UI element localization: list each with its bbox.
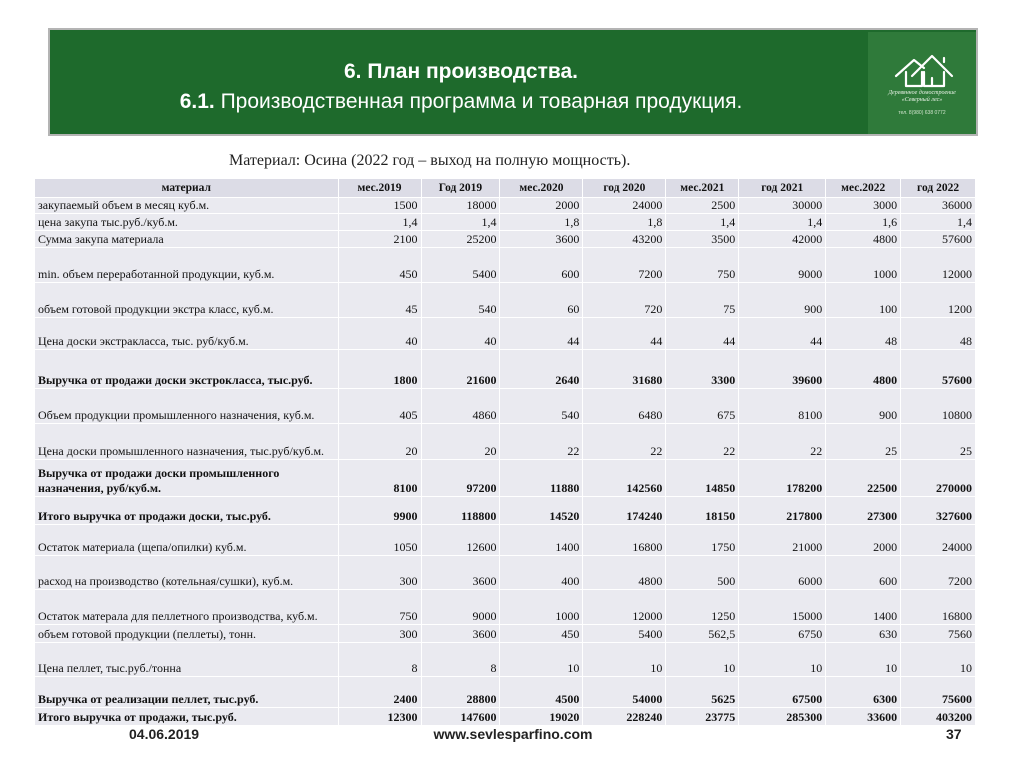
table-cell: 403200 (901, 707, 976, 725)
table-cell: 720 (583, 283, 666, 318)
table-cell: 7200 (583, 248, 666, 283)
row-label: объем готовой продукции экстра класс, куб.м. (35, 283, 339, 318)
table-cell: 1,6 (826, 214, 901, 231)
table-row (35, 496, 976, 524)
table-cell: 24000 (583, 198, 666, 214)
table-cell: 6300 (826, 676, 901, 707)
table-cell: 30000 (739, 198, 826, 214)
table-cell: 40 (338, 318, 421, 350)
table-cell: 600 (826, 555, 901, 589)
table-cell: 28800 (421, 676, 500, 707)
table-cell: 1400 (500, 524, 583, 555)
column-header: мес.2021 (666, 179, 739, 198)
table-cell: 450 (338, 248, 421, 283)
table-cell: 540 (421, 283, 500, 318)
table-cell: 14850 (666, 460, 739, 496)
table-row (35, 248, 976, 283)
table-cell: 2500 (666, 198, 739, 214)
table-cell: 39600 (739, 350, 826, 389)
table-cell: 10 (826, 642, 901, 676)
table-row (35, 231, 976, 248)
table-cell: 405 (338, 389, 421, 424)
row-label: закупаемый объем в месяц куб.м. (35, 198, 339, 214)
table-cell: 6480 (583, 389, 666, 424)
row-label: Цена доски экстракласса, тыс. руб/куб.м. (35, 318, 339, 350)
table-cell: 1050 (338, 524, 421, 555)
table-cell: 4800 (826, 350, 901, 389)
table-cell: 7200 (901, 555, 976, 589)
table-cell: 750 (338, 589, 421, 624)
table-cell: 44 (666, 318, 739, 350)
column-header: материал (35, 179, 339, 198)
table-cell: 217800 (739, 496, 826, 524)
column-header: мес.2020 (500, 179, 583, 198)
table-cell: 142560 (583, 460, 666, 496)
table-cell: 300 (338, 624, 421, 642)
slide-title: 6. План производства. (343, 60, 578, 83)
table-cell: 15000 (739, 589, 826, 624)
table-cell: 44 (500, 318, 583, 350)
table-cell: 300 (338, 555, 421, 589)
row-label: объем готовой продукции (пеллеты), тонн. (35, 624, 339, 642)
table-cell: 118800 (421, 496, 500, 524)
table-cell: 67500 (739, 676, 826, 707)
table-cell: 3000 (826, 198, 901, 214)
table-row (35, 555, 976, 589)
table-row (35, 624, 976, 642)
table-cell: 20 (421, 424, 500, 460)
table-cell: 18000 (421, 198, 500, 214)
header-row (35, 179, 976, 198)
row-label: Цена пеллет, тыс.руб./тонна (35, 642, 339, 676)
table-cell: 1750 (666, 524, 739, 555)
row-label: Итого выручка от продажи доски, тыс.руб. (35, 496, 339, 524)
table-cell: 10 (500, 642, 583, 676)
table-cell: 22 (500, 424, 583, 460)
table-cell: 500 (666, 555, 739, 589)
table-cell: 75 (666, 283, 739, 318)
table-cell: 900 (826, 389, 901, 424)
table-cell: 6750 (739, 624, 826, 642)
table-cell: 48 (901, 318, 976, 350)
house-logo-icon (868, 32, 976, 92)
table-cell: 22 (666, 424, 739, 460)
table-row (35, 389, 976, 424)
table-cell: 21600 (421, 350, 500, 389)
table-cell: 1,4 (901, 214, 976, 231)
row-label: Выручка от продажи доски промышленного назначения, руб/куб.м. (35, 460, 339, 496)
row-label: расход на производство (котельная/сушки), куб.м. (35, 555, 339, 589)
table-cell: 562,5 (666, 624, 739, 642)
table-cell: 1800 (338, 350, 421, 389)
table-cell: 327600 (901, 496, 976, 524)
table-cell: 75600 (901, 676, 976, 707)
table-cell: 10 (666, 642, 739, 676)
title-banner (48, 28, 978, 136)
table-cell: 8100 (739, 389, 826, 424)
row-label: Выручка от реализации пеллет, тыс.руб. (35, 676, 339, 707)
table-cell: 6000 (739, 555, 826, 589)
table-cell: 3300 (666, 350, 739, 389)
table-cell: 450 (500, 624, 583, 642)
table-cell: 44 (739, 318, 826, 350)
table-cell: 22500 (826, 460, 901, 496)
table-cell: 270000 (901, 460, 976, 496)
row-label: Итого выручка от продажи, тыс.руб. (35, 707, 339, 725)
table-cell: 42000 (739, 231, 826, 248)
table-cell: 25 (826, 424, 901, 460)
row-label: min. объем переработанной продукции, куб.м. (35, 248, 339, 283)
table-cell: 2000 (826, 524, 901, 555)
table-cell: 174240 (583, 496, 666, 524)
table-cell: 5400 (583, 624, 666, 642)
table-cell: 1200 (901, 283, 976, 318)
table-cell: 9900 (338, 496, 421, 524)
column-header: год 2022 (901, 179, 976, 198)
table-cell: 60 (500, 283, 583, 318)
table-cell: 178200 (739, 460, 826, 496)
table-cell: 10 (739, 642, 826, 676)
table-cell: 27300 (826, 496, 901, 524)
row-label: цена закупа тыс.руб./куб.м. (35, 214, 339, 231)
table-row (35, 676, 976, 707)
table-cell: 20 (338, 424, 421, 460)
table-cell: 16800 (901, 589, 976, 624)
row-label: Сумма закупа материала (35, 231, 339, 248)
row-label: Выручка от продажи доски экстрокласса, тыс.руб. (35, 350, 339, 389)
table-cell: 31680 (583, 350, 666, 389)
table-cell: 24000 (901, 524, 976, 555)
table-cell: 18150 (666, 496, 739, 524)
table-cell: 900 (739, 283, 826, 318)
table-cell: 1,4 (338, 214, 421, 231)
table-cell: 8100 (338, 460, 421, 496)
table-cell: 400 (500, 555, 583, 589)
table-cell: 4800 (583, 555, 666, 589)
table-cell: 40 (421, 318, 500, 350)
table-cell: 4860 (421, 389, 500, 424)
table-cell: 14520 (500, 496, 583, 524)
table-cell: 540 (500, 389, 583, 424)
table-cell: 9000 (739, 248, 826, 283)
table-cell: 750 (666, 248, 739, 283)
table-cell: 8 (421, 642, 500, 676)
column-header: мес.2022 (826, 179, 901, 198)
slide-subtitle (50, 90, 872, 114)
table-cell: 25 (901, 424, 976, 460)
table-row (35, 198, 976, 214)
table-cell: 10800 (901, 389, 976, 424)
table-cell: 11880 (500, 460, 583, 496)
row-label: Остаток материала (щепа/опилки) куб.м. (35, 524, 339, 555)
table-row (35, 350, 976, 389)
table-cell: 43200 (583, 231, 666, 248)
table-cell: 1250 (666, 589, 739, 624)
table-cell: 57600 (901, 231, 976, 248)
table-cell: 2400 (338, 676, 421, 707)
logo-text: Деревянное домостроение «Северный лес» (888, 90, 956, 103)
column-header: год 2021 (739, 179, 826, 198)
row-label: Цена доски промышленного назначения, тыс.руб/куб.м. (35, 424, 339, 460)
table-cell: 25200 (421, 231, 500, 248)
row-label: Остаток матерала для пеллетного производства, куб.м. (35, 589, 339, 624)
table-row (35, 524, 976, 555)
table-cell: 100 (826, 283, 901, 318)
table-row (35, 589, 976, 624)
subtitle-text: Производственная программа и товарная продукция. (220, 90, 743, 113)
table-row (35, 642, 976, 676)
table-cell: 33600 (826, 707, 901, 725)
table-row (35, 214, 976, 231)
table-cell: 7560 (901, 624, 976, 642)
subtitle-number: 6.1. (179, 90, 215, 113)
table-cell: 57600 (901, 350, 976, 389)
column-header: мес.2019 (338, 179, 421, 198)
table-cell: 48 (826, 318, 901, 350)
table-cell: 12600 (421, 524, 500, 555)
table-cell: 1400 (826, 589, 901, 624)
table-cell: 12300 (338, 707, 421, 725)
table-cell: 1000 (826, 248, 901, 283)
page-number: 37 (946, 726, 962, 742)
table-cell: 97200 (421, 460, 500, 496)
table-cell: 54000 (583, 676, 666, 707)
table-cell: 16800 (583, 524, 666, 555)
table-cell: 1000 (500, 589, 583, 624)
table-row (35, 707, 976, 725)
footer-website: www.sevlesparfino.com (433, 726, 593, 742)
table-cell: 23775 (666, 707, 739, 725)
table-cell: 5625 (666, 676, 739, 707)
table-cell: 3600 (500, 231, 583, 248)
table-cell: 44 (583, 318, 666, 350)
row-label: Объем продукции промышленного назначения, куб.м. (35, 389, 339, 424)
table-cell: 3500 (666, 231, 739, 248)
table-cell: 1500 (338, 198, 421, 214)
table-row (35, 424, 976, 460)
material-note: Материал: Осина (2022 год – выход на полную мощность). (229, 152, 631, 169)
table-cell: 1,4 (421, 214, 500, 231)
column-header: Год 2019 (421, 179, 500, 198)
table-cell: 1,4 (666, 214, 739, 231)
table-cell: 45 (338, 283, 421, 318)
table-cell: 147600 (421, 707, 500, 725)
table-cell: 675 (666, 389, 739, 424)
table-cell: 36000 (901, 198, 976, 214)
table-cell: 3600 (421, 624, 500, 642)
table-cell: 10 (583, 642, 666, 676)
table-cell: 22 (739, 424, 826, 460)
table-cell: 8 (338, 642, 421, 676)
production-table (34, 178, 976, 726)
logo-phone: тел. 8(980) 638 0772 (898, 110, 946, 116)
footer-date: 04.06.2019 (129, 726, 200, 742)
table-cell: 630 (826, 624, 901, 642)
table-cell: 21000 (739, 524, 826, 555)
table-cell: 2100 (338, 231, 421, 248)
table-cell: 600 (500, 248, 583, 283)
table-cell: 4800 (826, 231, 901, 248)
table-row (35, 283, 976, 318)
table-cell: 19020 (500, 707, 583, 725)
column-header: год 2020 (583, 179, 666, 198)
table-cell: 12000 (901, 248, 976, 283)
table-row (35, 460, 976, 496)
table-cell: 228240 (583, 707, 666, 725)
table-cell: 4500 (500, 676, 583, 707)
table-cell: 5400 (421, 248, 500, 283)
table-cell: 1,4 (739, 214, 826, 231)
table-cell: 9000 (421, 589, 500, 624)
table-cell: 1,8 (583, 214, 666, 231)
table-cell: 12000 (583, 589, 666, 624)
company-logo (868, 32, 976, 134)
table-row (35, 318, 976, 350)
table-cell: 2640 (500, 350, 583, 389)
table-cell: 1,8 (500, 214, 583, 231)
table-cell: 2000 (500, 198, 583, 214)
table-cell: 10 (901, 642, 976, 676)
table-cell: 285300 (739, 707, 826, 725)
table-cell: 22 (583, 424, 666, 460)
table-cell: 3600 (421, 555, 500, 589)
